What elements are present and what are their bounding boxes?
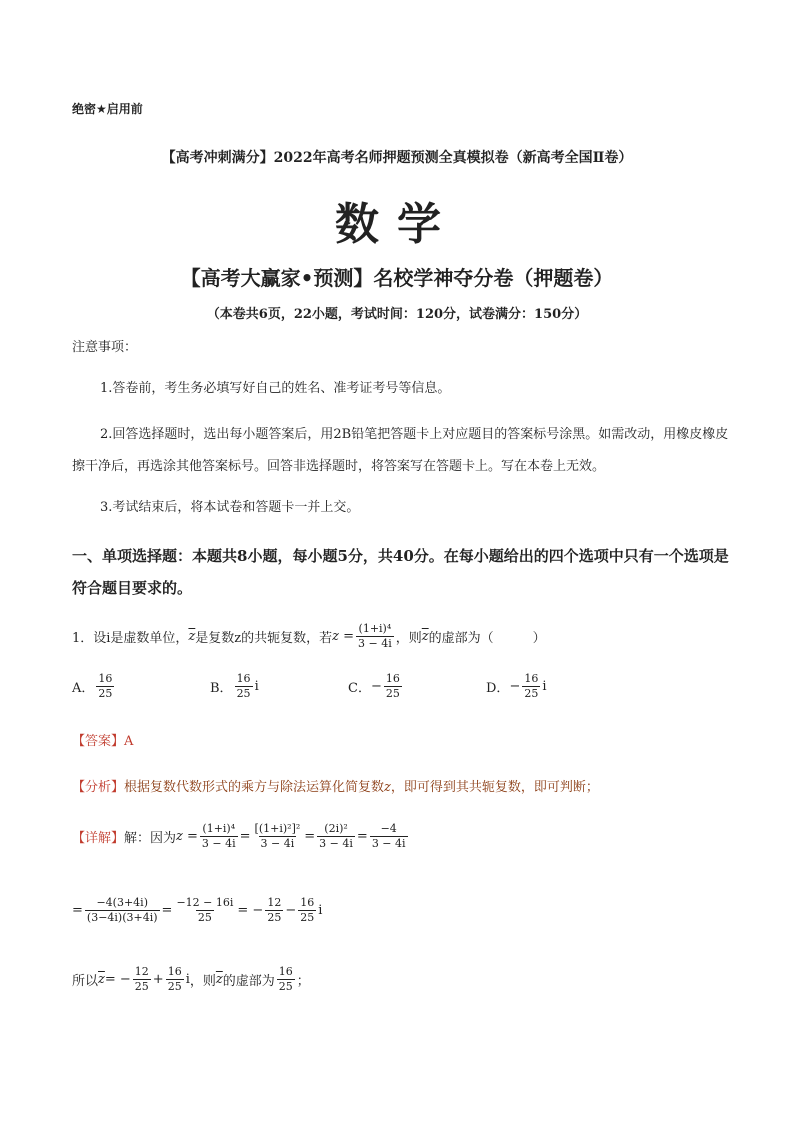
question-1-fraction — [356, 622, 394, 651]
fraction-numerator: −4 — [380, 822, 397, 835]
fraction-denominator: 25 — [197, 911, 212, 924]
fraction-numerator: 16 — [167, 965, 182, 978]
plus-sign: + — [152, 972, 164, 987]
notice-item-1: 1.答卷前，考生务必填写好自己的姓名、准考证考号等信息。 — [100, 381, 451, 396]
z-conjugate: $\overline{z}$ — [98, 972, 105, 987]
fraction-numerator: 12 — [267, 896, 282, 909]
option-fraction — [96, 672, 114, 701]
analysis-var: z — [384, 780, 391, 795]
analysis-text: 根据复数代数形式的乘方与除法运算化简复数 — [124, 780, 385, 795]
conclusion-pre: 所以 — [72, 974, 99, 989]
fraction-numerator: −12 − 16i — [176, 896, 234, 909]
fraction-denominator: 25 — [167, 980, 182, 993]
fraction-numerator: (2i)² — [324, 822, 348, 835]
fraction-denominator: (3−4i)(3+4i) — [86, 911, 158, 924]
secret-mark: 绝密★启用前 — [72, 102, 143, 116]
detail-text: 解：因为 — [124, 831, 177, 846]
fraction-numerator: 12 — [134, 965, 149, 978]
exam-info: （本卷共6页，22小题，考试时间：120分，试卷满分：150分） — [206, 307, 588, 322]
notice-item-3: 3.考试结束后，将本试卷和答题卡一并上交。 — [100, 500, 360, 515]
detail-line-1 — [72, 822, 410, 851]
option-letter: B． — [210, 681, 233, 696]
equals-minus: = − — [104, 972, 131, 987]
detail-fraction-4 — [370, 822, 408, 851]
fraction-denominator: 25 — [278, 980, 293, 993]
answer-line — [72, 730, 133, 749]
step-fraction-1 — [85, 896, 160, 925]
option-b[interactable] — [210, 672, 259, 701]
answer-label: 【答案】 — [72, 734, 125, 749]
fraction-numerator: 16 — [98, 672, 113, 685]
analysis-tail: ，即可得到其共轭复数，即可判断； — [390, 780, 599, 795]
question-1 — [72, 622, 546, 651]
option-letter: C． — [348, 681, 371, 696]
notice-title: 注意事项： — [72, 340, 138, 355]
fraction-denominator: 3 − 4i — [358, 637, 392, 650]
step-fraction-4 — [298, 896, 316, 925]
option-sign: − — [509, 679, 521, 694]
series-title: 【高考冲刺满分】2022年高考名师押题预测全真模拟卷（新高考全国Ⅱ卷） — [161, 150, 633, 166]
fraction-denominator: 25 — [236, 687, 251, 700]
fraction-denominator: 25 — [524, 687, 539, 700]
detail-z: z = — [176, 829, 198, 844]
fraction-numerator: 16 — [300, 896, 315, 909]
fraction-denominator: 3 − 4i — [201, 837, 236, 850]
fraction-numerator: 16 — [278, 965, 293, 978]
option-tail: i — [542, 679, 547, 694]
fraction-denominator: 25 — [385, 687, 400, 700]
equals-sign: = — [161, 903, 173, 918]
fraction-numerator: [(1+i)²]² — [254, 822, 301, 835]
fraction-denominator: 25 — [300, 911, 315, 924]
detail-fraction-2 — [253, 822, 303, 851]
z-conjugate: $\overline{z}$ — [215, 972, 223, 987]
option-letter: D． — [486, 681, 510, 696]
fraction-numerator: −4(3+4i) — [96, 896, 148, 909]
conclusion-mid-2: 的虚部为 — [222, 974, 275, 989]
analysis-line — [72, 776, 599, 795]
fraction-denominator: 25 — [267, 911, 282, 924]
conclusion-end: ； — [296, 974, 310, 989]
step-fraction-3 — [265, 896, 283, 925]
fraction-numerator: 16 — [524, 672, 539, 685]
question-1-prefix: 1．设i是虚数单位， — [72, 631, 189, 646]
imaginary-unit: i — [185, 972, 190, 987]
equals-sign: = — [72, 903, 83, 918]
fraction-denominator: 3 − 4i — [319, 837, 353, 850]
analysis-label: 【分析】 — [72, 780, 125, 795]
option-c[interactable] — [348, 672, 404, 701]
equals-sign: = — [356, 829, 368, 844]
answer-value: A — [124, 734, 134, 749]
conclusion-fraction-3 — [277, 965, 295, 994]
fraction-denominator: 25 — [134, 980, 149, 993]
section-heading: 一、单项选择题：本题共8小题，每小题5分，共40分。在每小题给出的四个选项中只有一个选项是符合题目要求的。 — [72, 547, 729, 597]
option-a[interactable] — [72, 672, 116, 701]
detail-fraction-3 — [317, 822, 355, 851]
detail-fraction-1 — [200, 822, 238, 851]
option-d[interactable] — [486, 672, 547, 701]
conclusion-line — [72, 965, 310, 994]
imaginary-unit: i — [318, 903, 323, 918]
z-conjugate: $\overline{z}$ — [188, 629, 196, 644]
detail-line-2 — [72, 896, 322, 925]
conclusion-fraction-2 — [166, 965, 184, 994]
question-1-suffix-pre: ，则 — [395, 631, 422, 646]
equals-sign: = — [239, 829, 251, 844]
equals-minus: = − — [237, 903, 264, 918]
option-tail: i — [254, 679, 259, 694]
conclusion-fraction-1 — [133, 965, 151, 994]
fraction-numerator: 16 — [236, 672, 251, 685]
step-fraction-2 — [174, 896, 235, 925]
notice-item-2: 2.回答选择题时，选出每小题答案后，用2B铅笔把答题卡上对应题目的答案标号涂黑。如需改动，用橡皮橡皮擦干净后，再选涂其他答案标号。回答非选择题时，将答案写在答题卡上。写在本卷上无效。 — [72, 427, 729, 474]
option-fraction — [235, 672, 253, 701]
conclusion-mid: ，则 — [189, 974, 216, 989]
question-1-mid: 是复数z的共轭复数，若 — [195, 631, 333, 646]
fraction-numerator: 16 — [385, 672, 400, 685]
option-fraction — [522, 672, 540, 701]
exam-subtitle: 【高考大赢家•预测】名校学神夺分卷（押题卷） — [180, 266, 614, 290]
z-conjugate: $\overline{z}$ — [421, 629, 429, 644]
equals-sign: = — [304, 829, 316, 844]
subject-title: 数学 — [335, 199, 459, 250]
detail-label: 【详解】 — [72, 831, 125, 846]
question-1-eq-lhs: z = — [332, 629, 355, 644]
question-1-suffix-post: 的虚部为（ ） — [428, 631, 546, 646]
option-sign: − — [370, 679, 382, 694]
fraction-denominator: 25 — [98, 687, 113, 700]
fraction-numerator: (1+i)⁴ — [202, 822, 236, 835]
option-fraction — [384, 672, 402, 701]
option-letter: A． — [72, 681, 95, 696]
fraction-denominator: 3 − 4i — [260, 837, 295, 850]
minus-sign: − — [285, 903, 297, 918]
fraction-numerator: (1+i)⁴ — [358, 622, 392, 635]
fraction-denominator: 3 − 4i — [371, 837, 406, 850]
